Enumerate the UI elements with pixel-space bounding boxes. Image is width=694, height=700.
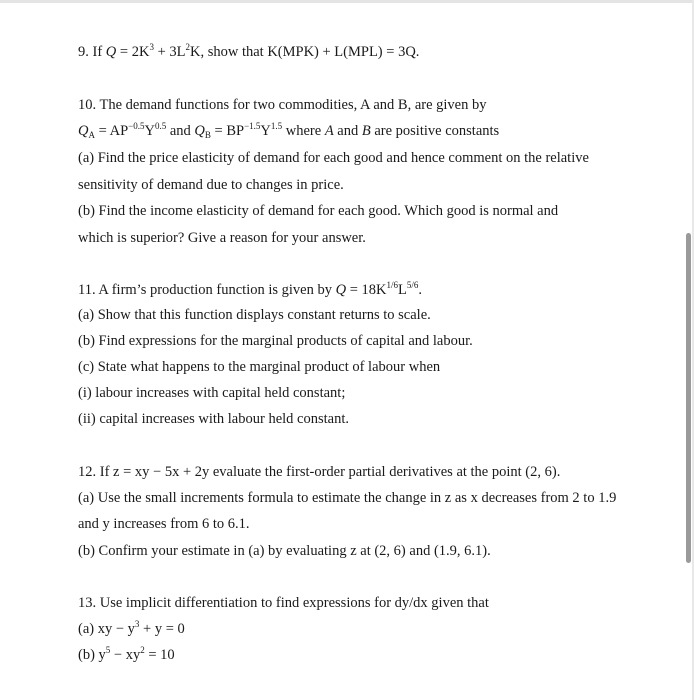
question-11-intro: 11. A firm’s production function is given by $Q = 18K^{1/6}L^{5/6}$. [78, 280, 423, 298]
question-10-part-b-line1: (b) Find the income elasticity of demand for each good. Which good is normal and [78, 203, 559, 219]
question-10-intro: 10. The demand functions for two commodities, A and B, are given by [78, 97, 487, 113]
question-11-part-b: (b) Find expressions for the marginal products of capital and labour. [78, 333, 473, 349]
question-13-part-b: (b) $y^5 - xy^2 = 10$ [78, 645, 175, 663]
question-9: 9. If $Q = 2K^3 + 3L^2K$, show that K(MPK) + L(MPL) = 3Q. [78, 42, 420, 60]
question-12-part-a-line1: (a) Use the small increments formula to estimate the change in z as x decreases from 2 to 1.9 [78, 490, 617, 506]
question-10-part-a-line2: sensitivity of demand due to changes in price. [78, 177, 344, 193]
question-11-part-c-i: (i) labour increases with capital held constant; [78, 385, 346, 401]
question-11-part-c-ii: (ii) capital increases with labour held constant. [78, 411, 349, 427]
question-12-part-b: (b) Confirm your estimate in (a) by evaluating z at (2, 6) and (1.9, 6.1). [78, 543, 491, 559]
question-13-intro: 13. Use implicit differentiation to find expressions for dy/dx given that [78, 595, 489, 611]
question-11-part-c: (c) State what happens to the marginal product of labour when [78, 359, 441, 375]
question-13-part-a: (a) xy − $y^3 + y = 0$ [78, 619, 185, 637]
question-11-part-a: (a) Show that this function displays constant returns to scale. [78, 307, 431, 323]
question-12-intro: 12. If z = xy − 5x + 2y evaluate the first-order partial derivatives at the point (2, 6). [78, 464, 561, 480]
vertical-scrollbar[interactable] [686, 233, 691, 563]
top-border [0, 0, 694, 3]
question-12-part-a-line2: and y increases from 6 to 6.1. [78, 516, 250, 532]
question-10-equations: $Q_A = AP^{-0.5}Y^{0.5}$ and $Q_B = BP^{-1.5}Y^{1.5}$ where A and B are positive constants [78, 121, 500, 140]
question-10-part-a-line1: (a) Find the price elasticity of demand for each good and hence comment on the relative [78, 150, 589, 166]
question-10-part-b-line2: which is superior? Give a reason for your answer. [78, 230, 366, 246]
